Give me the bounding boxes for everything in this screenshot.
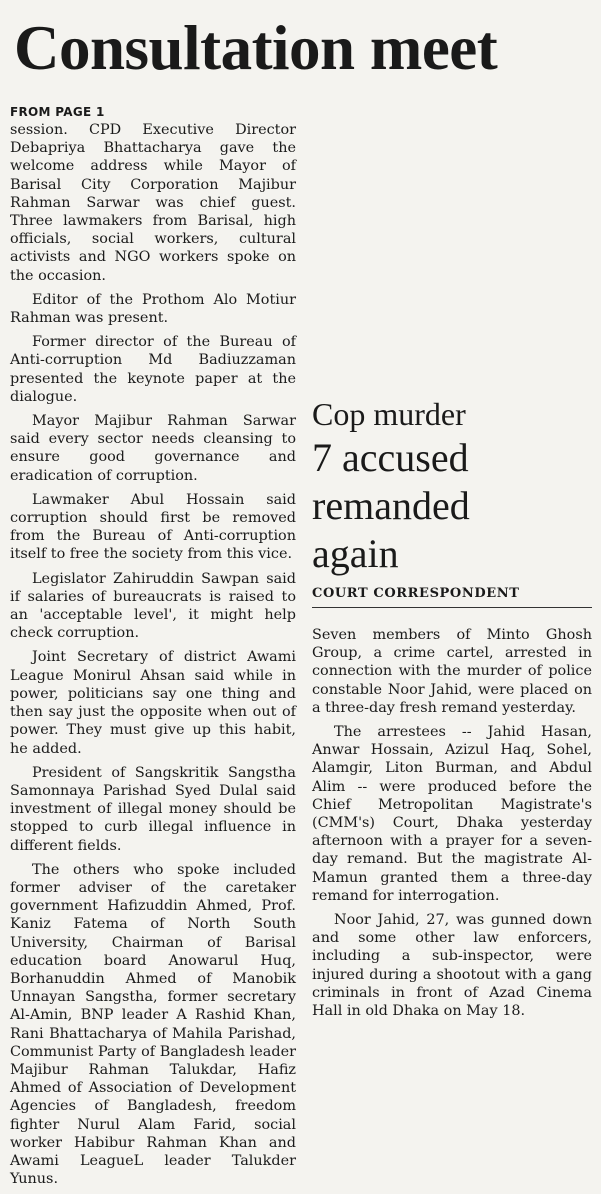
article-headline: Consultation meet xyxy=(14,13,498,83)
article-paragraph: Legislator Zahiruddin Sawpan said if salaries of bureaucrats is raised to an 'acceptable level', it might help check corruption. xyxy=(10,570,296,642)
article-paragraph: session. CPD Executive Director Debapriya Bhattacharya gave the welcome address while Mayor of Barisal City Corporation Majibur Rahman Sarwar was chief guest. Three lawmakers from Barisal, high officials, social workers, cultural activists and NGO workers spoke on the occasion. xyxy=(10,122,296,284)
article-paragraph: Noor Jahid, 27, was gunned down and some other law enforcers, including a sub-inspector, were injured during a shootout with a gang criminals in front of Azad Cinema Hall in old Dhaka on May 18. xyxy=(312,912,592,1020)
second-headline-line2: 7 accused xyxy=(312,435,469,480)
second-headline-line3: remanded xyxy=(312,483,470,528)
article-paragraph: President of Sangskritik Sangstha Samonnaya Parishad Syed Dulal said investment of illegal money should be stopped to curb illegal influence in different fields. xyxy=(10,764,296,854)
article-paragraph: Editor of the Prothom Alo Motiur Rahman was present. xyxy=(10,291,296,327)
article-paragraph: Former director of the Bureau of Anti-corruption Md Badiuzzaman presented the keynote paper at the dialogue. xyxy=(10,334,296,405)
second-headline-line4: again xyxy=(312,531,399,576)
byline: COURT CORRESPONDENT xyxy=(312,582,592,608)
article-paragraph: The others who spoke included former adviser of the caretaker government Hafizuddin Ahmed, Prof. Kaniz Fatema of North South University, Chairman of Barisal education board Anowarul Huq, Borhanuddin Ahmed of Manobik Unnayan Sangstha, former secretary Al-Amin, BNP leader A Rashid Khan, Rani Bhattacharya of Mahila Parishad, Communist Party of Bangladesh leader Majibur Rahman Talukdar, Hafiz Ahmed of Association of Development Agencies of Bangladesh, freedom fighter Nurul Alam Farid, social worker Habibur Rahman Khan and Awami LeagueL leader Talukder Yunus. xyxy=(10,861,296,1188)
left-column xyxy=(10,104,296,1194)
article-paragraph: Mayor Majibur Rahman Sarwar said every sector needs cleansing to ensure good governance and eradication of corruption. xyxy=(10,413,296,484)
continued-label: FROM PAGE 1 xyxy=(10,105,105,119)
article-paragraph: Lawmaker Abul Hossain said corruption should first be removed from the Bureau of Anti-corruption itself to free the society from this vice. xyxy=(10,491,296,563)
article-paragraph: The arrestees -- Jahid Hasan, Anwar Hossain, Azizul Haq, Sohel, Alamgir, Liton Burman, and Abdul Alim -- were produced before the Chief Metropolitan Magistrate's (CMM's) Court, Dhaka yesterday afternoon with a prayer for a seven-day remand. But the magistrate Al-Mamun granted them a three-day remand for interrogation. xyxy=(312,724,592,904)
second-headline-line1: Cop murder xyxy=(312,396,466,432)
article-paragraph: Seven members of Minto Ghosh Group, a crime cartel, arrested in connection with the murder of police constable Noor Jahid, were placed on a three-day fresh remand yesterday. xyxy=(312,627,592,716)
second-article xyxy=(312,394,592,1026)
article-paragraph: Joint Secretary of district Awami League Monirul Ahsan said while in power, politicians say one thing and then say just the opposite when out of power. They must give up this habit, he added. xyxy=(10,649,296,757)
